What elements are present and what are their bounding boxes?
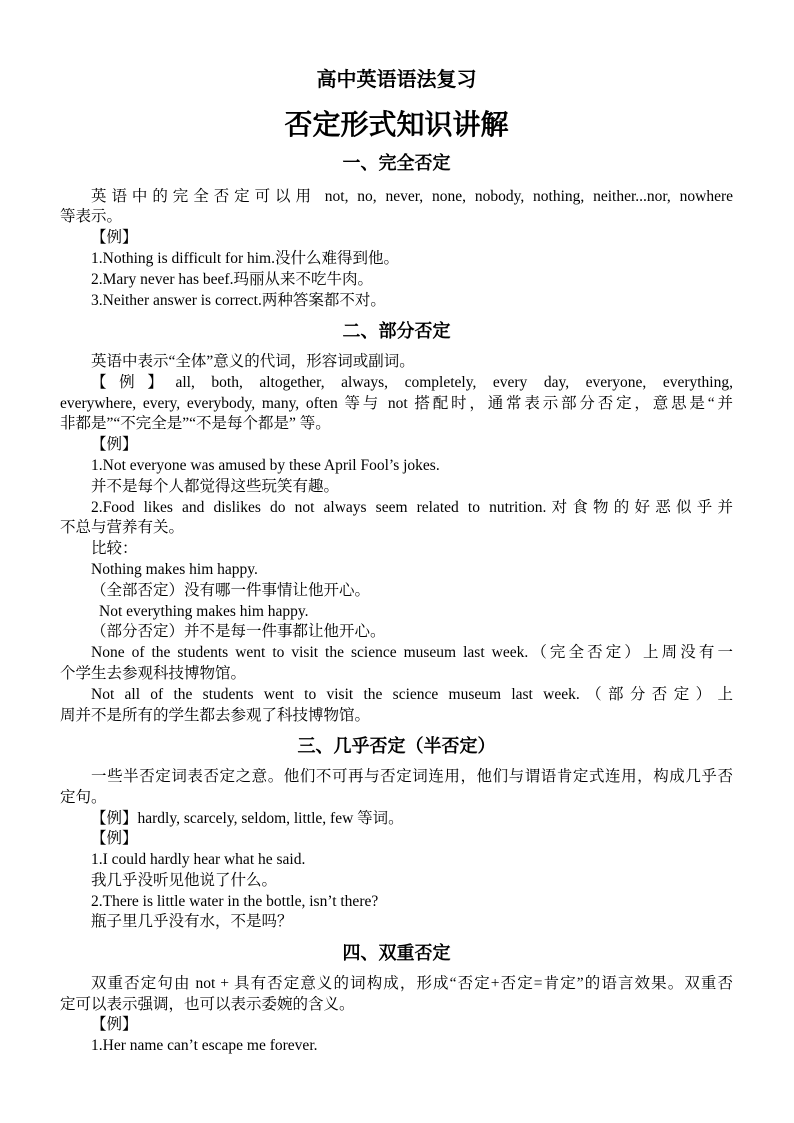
section-heading: 四、双重否定 [342,943,451,964]
comparison-sentence: None of the students went to visit the science museum last week.（完全否定）上周没有一 [91,644,733,662]
comparison-label: 比较： [91,540,138,558]
paragraph-line: 定句。 [60,788,107,806]
section-complete-negation [60,151,733,311]
example-label: 【例】 [91,1016,138,1034]
comparison-sentence: Nothing makes him happy. [91,560,258,578]
section-heading: 三、几乎否定（半否定） [297,736,496,757]
comparison-translation: （全部否定）没有哪一件事情让他开心。 [91,581,371,599]
document-subtitle: 否定形式知识讲解 [284,109,509,140]
comparison-sentence: 个学生去参观科技博物馆。 [60,664,247,682]
example-label: 【例】 [91,436,138,454]
example-sentence: 1.Nothing is difficult for him.没什么难得到他。 [91,249,399,267]
example-translation: 并不是每个人都觉得这些玩笑有趣。 [91,477,340,495]
example-sentence: 3.Neither answer is correct.两种答案都不对。 [91,291,386,309]
paragraph-line: 一些半否定词表否定之意。他们不可再与否定词连用，他们与谓语肯定式连用，构成几乎否 [91,767,733,785]
example-word-list-line: 【例】all, both, altogether, always, completely, every day, everyone, everything, [91,373,733,391]
comparison-translation: （部分否定）并不是每一件事都让他开心。 [91,623,386,641]
comparison-sentence: 周并不是所有的学生都去参观了科技博物馆。 [60,706,371,724]
paragraph-line: 等表示。 [60,208,123,226]
example-word-list-line: 非都是”“不完全是”“不是每个都是” 等。 [60,415,331,433]
document-title: 高中英语语法复习 [316,69,477,91]
example-sentence: 1.Not everyone was amused by these April Fool’s jokes. [91,456,440,474]
example-word-list-line: everywhere, every, everybody, many, often 等与 not 搭配时，通常表示部分否定，意思是“并 [60,394,733,412]
paragraph-line: 定可以表示强调，也可以表示委婉的含义。 [60,995,355,1013]
paragraph-line: 英语中的完全否定可以用 not, no, never, none, nobody, nothing, neither...nor, nowhere [91,187,733,205]
example-label: 【例】 [91,830,138,848]
example-sentence: 1.I could hardly hear what he said. [91,851,306,869]
paragraph-line: 英语中表示“全体”意义的代词，形容词或副词。 [91,352,415,370]
section-heading: 二、部分否定 [342,321,451,342]
paragraph-line: 双重否定句由 not + 具有否定意义的词构成，形成“否定+否定=肯定”的语言效果。双重否 [91,974,733,992]
section-heading: 一、完全否定 [342,153,451,173]
example-sentence: 2.There is little water in the bottle, isn’t there? [91,892,379,910]
example-sentence: 不总与营养有关。 [60,519,185,537]
example-sentence: 1.Her name can’t escape me forever. [91,1037,318,1055]
example-word-list-line: 【例】hardly, scarcely, seldom, little, few 等词。 [91,809,404,827]
example-label: 【例】 [91,229,138,247]
example-sentence: 2.Mary never has beef.玛丽从来不吃牛肉。 [91,270,373,288]
example-translation: 瓶子里几乎没有水，不是吗？ [91,913,293,931]
example-sentence: 2.Food likes and dislikes do not always seem related to nutrition.对食物的好恶似乎并 [91,498,733,516]
comparison-sentence: Not all of the students went to visit the science museum last week.（部分否定）上 [91,685,733,703]
section-partial-negation [60,319,733,726]
example-translation: 我几乎没听见他说了什么。 [91,871,278,889]
section-double-negation [60,941,733,1057]
section-semi-negation [60,734,733,933]
comparison-sentence: Not everything makes him happy. [99,602,309,620]
